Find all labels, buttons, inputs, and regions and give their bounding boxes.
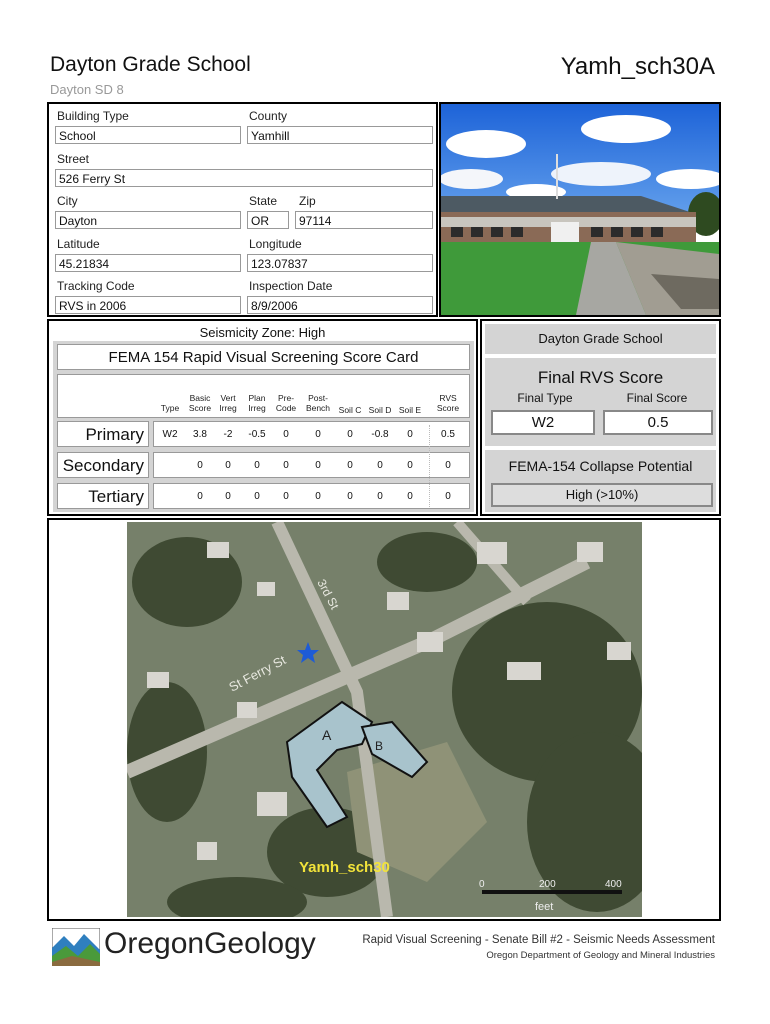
primary-type: W2 (162, 429, 178, 440)
state-label: State (249, 194, 278, 208)
scale-unit: feet (535, 901, 554, 913)
county-label: County (249, 109, 288, 123)
tertiary-label-box (57, 483, 149, 509)
col-header-plan-1: Plan (248, 393, 266, 403)
longitude-field: 123.07837 (247, 254, 433, 272)
secondary-label: Secondary (62, 456, 144, 475)
col-header-vert-1: Vert (220, 393, 236, 403)
latitude-field: 45.21834 (55, 254, 241, 272)
col-header-plan-2: Irreg (248, 403, 266, 413)
col-header-pre-2: Code (275, 403, 297, 413)
tertiary-basic: 0 (197, 491, 203, 502)
building-type-field: School (55, 126, 241, 144)
school-photo-image (441, 104, 719, 315)
secondary-label-box (57, 452, 149, 478)
tertiary-plan: 0 (254, 491, 260, 502)
district-name: Dayton SD 8 (50, 82, 124, 97)
building-type-label: Building Type (57, 109, 129, 123)
collapse-potential-panel (485, 450, 716, 512)
primary-plan: -0.5 (248, 429, 266, 440)
inspection-date-field: 8/9/2006 (247, 296, 433, 314)
seismicity-zone: Seismicity Zone: High (199, 325, 326, 340)
tertiary-vert: 0 (225, 491, 231, 502)
secondary-basic: 0 (197, 460, 203, 471)
footer-line-1: Rapid Visual Screening - Senate Bill #2 - Seismic Needs Assessment (362, 934, 715, 946)
tracking-code-field: RVS in 2006 (55, 296, 241, 314)
tertiary-soil-d: 0 (377, 491, 383, 502)
primary-post: 0 (315, 429, 321, 440)
tertiary-post: 0 (315, 491, 321, 502)
primary-pre: 0 (283, 429, 289, 440)
secondary-rvs: 0 (445, 460, 451, 471)
building-photo (439, 102, 721, 317)
score-card-title: FEMA 154 Rapid Visual Screening Score Card (57, 344, 470, 370)
tertiary-pre: 0 (283, 491, 289, 502)
secondary-post: 0 (315, 460, 321, 471)
svg-text:A: A (322, 727, 332, 743)
col-header-vert-2: Irreg (219, 403, 237, 413)
primary-basic: 3.8 (193, 429, 207, 440)
col-header-pre-1: Pre- (277, 393, 295, 403)
tertiary-rvs: 0 (445, 491, 451, 502)
city-field: Dayton (55, 211, 241, 229)
longitude-label: Longitude (249, 237, 302, 251)
state-field: OR (247, 211, 289, 229)
county-field: Yamhill (247, 126, 433, 144)
col-header-rvs-2: Score (436, 403, 460, 413)
col-header-post-1: Post- (308, 393, 328, 403)
score-card-panel (47, 319, 478, 516)
street-label: Street (57, 152, 90, 166)
col-header-soil-d: Soil D (368, 405, 392, 415)
tertiary-soil-c: 0 (347, 491, 353, 502)
col-header-basic-1: Basic (189, 393, 211, 403)
secondary-vert: 0 (225, 460, 231, 471)
summary-school-name: Dayton Grade School (485, 324, 716, 354)
final-score-value: 0.5 (603, 410, 713, 435)
aerial-map-image (127, 522, 642, 917)
col-header-rvs-1: RVS (439, 393, 457, 403)
primary-soil-e: 0 (407, 429, 413, 440)
oregon-geology-logo-icon (52, 928, 100, 966)
secondary-soil-d: 0 (377, 460, 383, 471)
zip-label: Zip (299, 194, 316, 208)
aerial-map-panel (47, 518, 721, 921)
primary-soil-d: -0.8 (371, 429, 389, 440)
summary-panel (480, 319, 721, 516)
final-rvs-title: Final RVS Score (537, 368, 664, 387)
tertiary-soil-e: 0 (407, 491, 413, 502)
tertiary-label: Tertiary (88, 487, 144, 506)
secondary-soil-c: 0 (347, 460, 353, 471)
final-rvs-panel (485, 358, 716, 446)
svg-text:B: B (375, 739, 384, 753)
street-field: 526 Ferry St (55, 169, 433, 187)
score-card-background (53, 341, 474, 512)
school-title: Dayton Grade School (50, 53, 251, 76)
final-type-value: W2 (491, 410, 595, 435)
collapse-potential-value: High (>10%) (491, 483, 713, 507)
scale-200: 200 (539, 879, 556, 890)
zip-field: 97114 (295, 211, 433, 229)
street-label-3rd: 3rd St (314, 576, 342, 612)
primary-label: Primary (85, 425, 144, 444)
final-score-label: Final Score (626, 391, 688, 405)
primary-vert: -2 (223, 429, 233, 440)
latitude-label: Latitude (57, 237, 100, 251)
building-info-panel (47, 102, 438, 317)
collapse-potential-title: FEMA-154 Collapse Potential (508, 458, 693, 474)
site-code: Yamh_sch30A (560, 53, 715, 80)
secondary-plan: 0 (254, 460, 260, 471)
secondary-pre: 0 (283, 460, 289, 471)
col-header-soil-e: Soil E (398, 405, 422, 415)
street-label-ferry: St Ferry St (226, 652, 289, 695)
footer-line-2: Oregon Department of Geology and Mineral Industries (486, 950, 715, 961)
primary-label-box (57, 421, 149, 447)
oregon-geology-logo-text: OregonGeology (104, 927, 316, 960)
city-label: City (57, 194, 78, 208)
inspection-date-label: Inspection Date (249, 279, 333, 293)
scale-400: 400 (605, 879, 622, 890)
tracking-code-label: Tracking Code (57, 279, 135, 293)
col-header-type: Type (160, 403, 180, 413)
scale-0: 0 (479, 879, 485, 890)
primary-soil-c: 0 (347, 429, 353, 440)
secondary-soil-e: 0 (407, 460, 413, 471)
col-header-soil-c: Soil C (338, 405, 362, 415)
map-site-label: Yamh_sch30 (299, 859, 390, 876)
primary-rvs: 0.5 (441, 429, 455, 440)
rvs-column-divider (429, 425, 430, 507)
col-header-basic-2: Score (188, 403, 212, 413)
col-header-post-2: Bench (305, 403, 331, 413)
final-type-label: Final Type (517, 391, 573, 405)
